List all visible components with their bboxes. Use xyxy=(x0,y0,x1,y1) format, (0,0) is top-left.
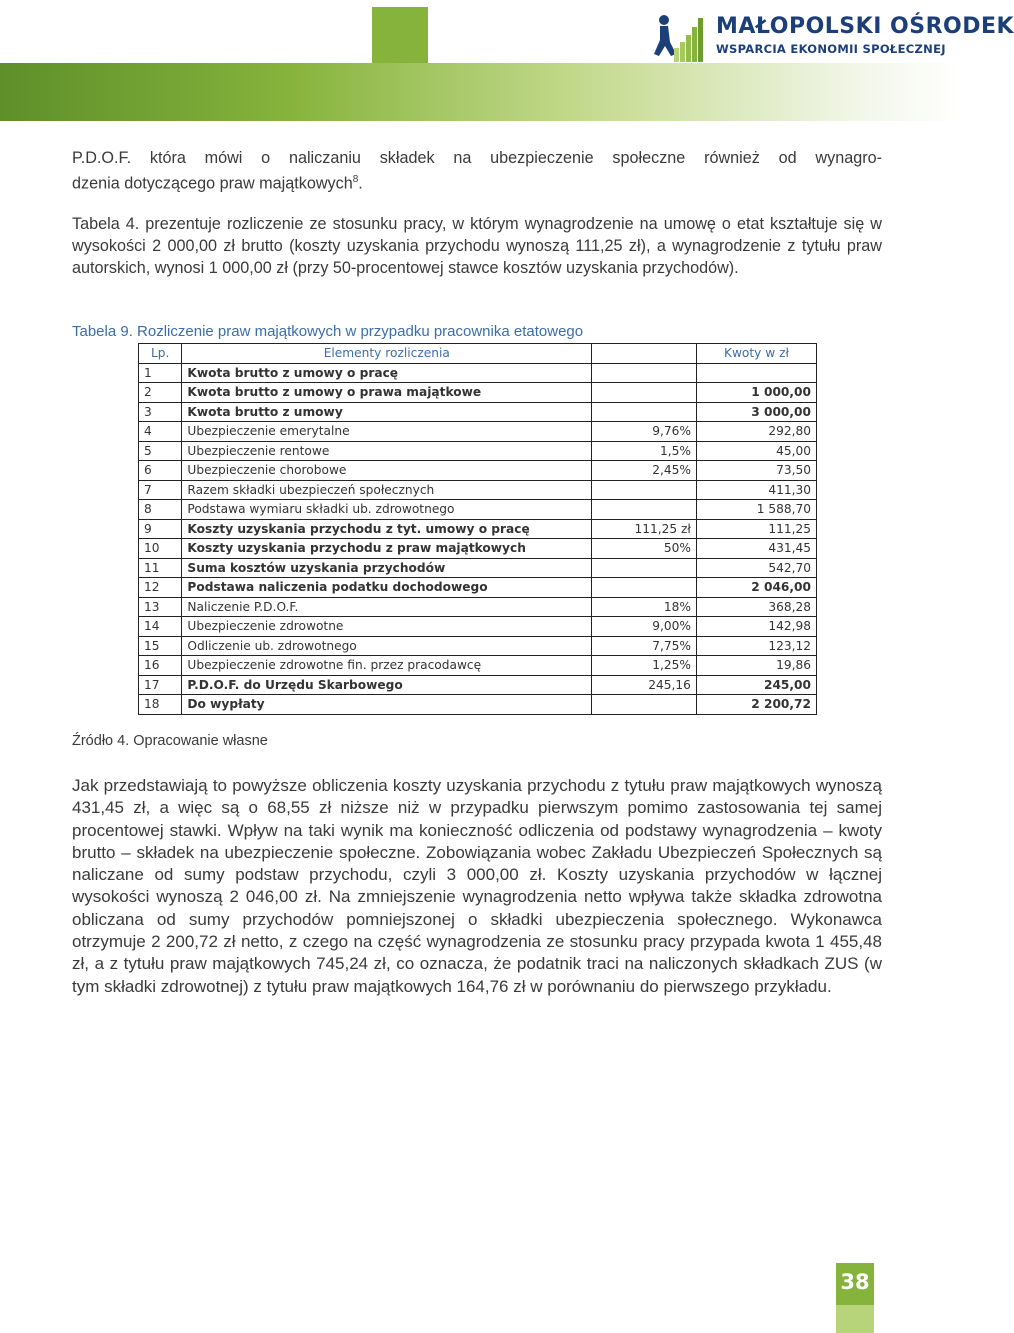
row-rate xyxy=(592,578,697,598)
row-element: Kwota brutto z umowy o pracę xyxy=(182,363,592,383)
row-lp: 7 xyxy=(139,480,182,500)
table-header-row xyxy=(139,344,817,364)
row-lp: 1 xyxy=(139,363,182,383)
row-amount: 1 000,00 xyxy=(696,383,816,403)
table-intro-paragraph: Tabela 4. prezentuje rozliczenie ze stosunku pracy, w którym wynagrodzenie na umowę o etat kształtuje się w wysokości 2 000,00 zł brutto (koszty uzyskania przychodu wynoszą 111,25 zł), a wynagrodzenie z tytułu praw autorskich, wynosi 1 000,00 zł (przy 50-procentowej stawce kosztów uzyskania przychodów). xyxy=(72,215,882,278)
table-row xyxy=(139,578,817,598)
row-lp: 15 xyxy=(139,636,182,656)
row-amount: 245,00 xyxy=(696,675,816,695)
row-element: Ubezpieczenie emerytalne xyxy=(182,422,592,442)
intro-line-2 xyxy=(72,169,882,195)
intro-line-2-text: dzenia dotyczącego praw majątkowych xyxy=(72,174,353,193)
row-lp: 3 xyxy=(139,402,182,422)
row-element: Ubezpieczenie chorobowe xyxy=(182,461,592,481)
row-rate: 2,45% xyxy=(592,461,697,481)
row-rate xyxy=(592,383,697,403)
row-rate: 7,75% xyxy=(592,636,697,656)
page-header xyxy=(0,0,1014,122)
row-element: Kwota brutto z umowy o prawa majątkowe xyxy=(182,383,592,403)
row-lp: 5 xyxy=(139,441,182,461)
row-lp: 11 xyxy=(139,558,182,578)
table-row xyxy=(139,480,817,500)
table-row xyxy=(139,383,817,403)
conclusion-paragraph: Jak przedstawiają to powyższe obliczenia koszty uzyskania przychodu z tytułu praw majątkowych wynoszą 431,45 zł, a więc są o 68,55 zł niższe niż w przypadku pierwszym pomimo zastosowania tej samej procentowej stawki. Wpływ na taki wynik ma konieczność odliczenia od podstawy wynagrodzenia – kwoty brutto – składek na ubezpieczenie społeczne. Zobowiązania wobec Zakładu Ubezpieczeń Społecznych są naliczane od sumy podstaw przychodu, czyli 3 000,00 zł. Koszty uzyskania przychodów w łącznej wysokości wynoszą 2 046,00 zł. Na zmniejszenie wynagrodzenia netto wpływa także składka zdrowotna obliczana od sumy przychodów pomniejszonej o składki ubezpieczenia społecznego. Wykonawca otrzymuje 2 200,72 zł netto, z czego na część wynagrodzenia ze stosunku pracy przypada kwota 1 455,48 zł, a z tytułu praw majątkowych 745,24 zł, co oznacza, że podatnik traci na naliczonych składkach ZUS (w tym składki zdrowotnej) z tytułu praw majątkowych 164,76 zł w porównaniu do pierwszego przykładu. xyxy=(72,776,882,996)
table-source: Źródło 4. Opracowanie własne xyxy=(72,733,268,749)
row-rate xyxy=(592,402,697,422)
row-amount: 3 000,00 xyxy=(696,402,816,422)
row-lp: 14 xyxy=(139,617,182,637)
row-lp: 6 xyxy=(139,461,182,481)
logo-title: MAŁOPOLSKI OŚRODEK xyxy=(716,14,1014,39)
header-amount: Kwoty w zł xyxy=(696,344,816,364)
row-amount: 45,00 xyxy=(696,441,816,461)
logo-subtitle: WSPARCIA EKONOMII SPOŁECZNEJ xyxy=(716,42,946,56)
row-element: Ubezpieczenie rentowe xyxy=(182,441,592,461)
row-rate xyxy=(592,695,697,715)
row-lp: 16 xyxy=(139,656,182,676)
page-number-box xyxy=(836,1263,874,1333)
footnote-ref: 8 xyxy=(352,174,359,186)
table-body xyxy=(139,363,817,714)
row-rate: 9,00% xyxy=(592,617,697,637)
row-element: Kwota brutto z umowy xyxy=(182,402,592,422)
row-amount xyxy=(696,363,816,383)
row-amount: 1 588,70 xyxy=(696,500,816,520)
intro-line-2-end: . xyxy=(358,174,363,193)
header-gradient-band xyxy=(0,63,960,121)
table-row xyxy=(139,363,817,383)
row-rate: 9,76% xyxy=(592,422,697,442)
header-lp: Lp. xyxy=(139,344,182,364)
logo xyxy=(650,8,1014,68)
row-rate xyxy=(592,500,697,520)
table-caption: Tabela 9. Rozliczenie praw majątkowych w przypadku pracownika etatowego xyxy=(72,323,584,340)
row-lp: 18 xyxy=(139,695,182,715)
table-row xyxy=(139,656,817,676)
row-element: Koszty uzyskania przychodu z praw majątkowych xyxy=(182,539,592,559)
row-amount: 73,50 xyxy=(696,461,816,481)
row-element: Koszty uzyskania przychodu z tyt. umowy o pracę xyxy=(182,519,592,539)
intro-paragraph xyxy=(72,147,882,195)
row-rate: 245,16 xyxy=(592,675,697,695)
row-lp: 13 xyxy=(139,597,182,617)
row-amount: 292,80 xyxy=(696,422,816,442)
row-lp: 2 xyxy=(139,383,182,403)
row-amount: 142,98 xyxy=(696,617,816,637)
page-number: 38 xyxy=(840,1270,870,1294)
row-element: Do wypłaty xyxy=(182,695,592,715)
table-row xyxy=(139,461,817,481)
row-element: Podstawa naliczenia podatku dochodowego xyxy=(182,578,592,598)
header-rate xyxy=(592,344,697,364)
row-rate xyxy=(592,558,697,578)
row-rate: 1,25% xyxy=(592,656,697,676)
row-element: Naliczenie P.D.O.F. xyxy=(182,597,592,617)
row-rate: 18% xyxy=(592,597,697,617)
table-row xyxy=(139,402,817,422)
table-row xyxy=(139,695,817,715)
row-amount: 2 200,72 xyxy=(696,695,816,715)
header-green-square xyxy=(372,7,428,63)
row-lp: 12 xyxy=(139,578,182,598)
row-element: Suma kosztów uzyskania przychodów xyxy=(182,558,592,578)
logo-chart-icon xyxy=(650,8,710,68)
row-element: Razem składki ubezpieczeń społecznych xyxy=(182,480,592,500)
row-rate xyxy=(592,363,697,383)
row-amount: 431,45 xyxy=(696,539,816,559)
row-element: Ubezpieczenie zdrowotne fin. przez pracodawcę xyxy=(182,656,592,676)
row-element: Odliczenie ub. zdrowotnego xyxy=(182,636,592,656)
intro-line-1: P.D.O.F. która mówi o naliczaniu składek na ubezpieczenie społeczne również od wynagro- xyxy=(72,149,882,167)
table-row xyxy=(139,422,817,442)
table-row xyxy=(139,441,817,461)
row-amount: 123,12 xyxy=(696,636,816,656)
row-lp: 4 xyxy=(139,422,182,442)
table-row xyxy=(139,558,817,578)
row-element: Ubezpieczenie zdrowotne xyxy=(182,617,592,637)
settlement-table xyxy=(138,343,817,715)
row-lp: 9 xyxy=(139,519,182,539)
row-amount: 542,70 xyxy=(696,558,816,578)
table-row xyxy=(139,597,817,617)
row-rate: 1,5% xyxy=(592,441,697,461)
row-rate xyxy=(592,480,697,500)
row-rate: 111,25 zł xyxy=(592,519,697,539)
table-row xyxy=(139,519,817,539)
table-row xyxy=(139,675,817,695)
row-amount: 2 046,00 xyxy=(696,578,816,598)
table-row xyxy=(139,636,817,656)
row-amount: 368,28 xyxy=(696,597,816,617)
row-lp: 10 xyxy=(139,539,182,559)
row-amount: 111,25 xyxy=(696,519,816,539)
row-amount: 411,30 xyxy=(696,480,816,500)
row-rate: 50% xyxy=(592,539,697,559)
table-row xyxy=(139,539,817,559)
header-elements: Elementy rozliczenia xyxy=(182,344,592,364)
row-element: P.D.O.F. do Urzędu Skarbowego xyxy=(182,675,592,695)
row-amount: 19,86 xyxy=(696,656,816,676)
row-lp: 8 xyxy=(139,500,182,520)
table-row xyxy=(139,617,817,637)
table-row xyxy=(139,500,817,520)
row-lp: 17 xyxy=(139,675,182,695)
row-element: Podstawa wymiaru składki ub. zdrowotnego xyxy=(182,500,592,520)
